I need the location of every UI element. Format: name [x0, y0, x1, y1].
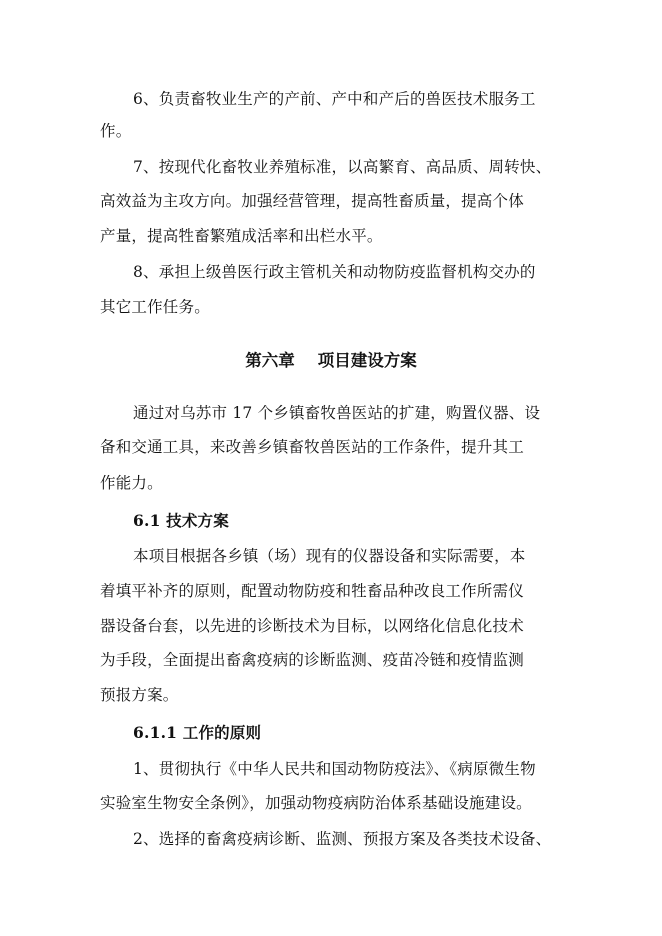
section-6-1-1-heading: 6.1.1 工作的原则	[133, 723, 262, 742]
section-6-1-line5: 预报方案。	[100, 686, 179, 704]
section-6-1-line2: 着填平补齐的原则，配置动物防疫和牲畜品种改良工作所需仪	[100, 582, 524, 600]
section-6-1-line3: 器设备台套，以先进的诊断技术为目标，以网络化信息化技术	[100, 617, 524, 635]
principle1-line1: 1、贯彻执行《中华人民共和国动物防疫法》、《病原微生物	[133, 760, 536, 778]
principle2-line1: 2、选择的畜禽疫病诊断、监测、预报方案及各类技术设备、	[133, 830, 552, 848]
section-6-1-line4: 为手段，全面提出畜禽疫病的诊断监测、疫苗冷链和疫情监测	[100, 651, 524, 669]
section-6-1-line1: 本项目根据各乡镇（场）现有的仪器设备和实际需要，本	[133, 547, 526, 565]
chapter-intro-line2: 备和交通工具，来改善乡镇畜牧兽医站的工作条件，提升其工	[100, 438, 524, 456]
chapter-intro-line1: 通过对乌苏市 17 个乡镇畜牧兽医站的扩建，购置仪器、设	[133, 404, 541, 422]
chapter-title: 第六章 项目建设方案	[245, 351, 417, 370]
item6-line1: 6、负责畜牧业生产的产前、产中和产后的兽医技术服务工	[133, 90, 536, 108]
item8-line1: 8、承担上级兽医行政主管机关和动物防疫监督机构交办的	[133, 263, 536, 281]
item6-line2: 作。	[100, 122, 132, 140]
item8-line2: 其它工作任务。	[100, 298, 210, 316]
principle1-line2: 实验室生物安全条例》，加强动物疫病防治体系基础设施建设。	[100, 794, 532, 812]
item7-line3: 产量，提高牲畜繁殖成活率和出栏水平。	[100, 227, 383, 245]
item7-line1: 7、按现代化畜牧业养殖标准，以高繁育、高品质、周转快、	[133, 158, 552, 176]
chapter-intro-line3: 作能力。	[100, 474, 163, 492]
item7-line2: 高效益为主攻方向。加强经营管理，提高牲畜质量，提高个体	[100, 192, 524, 210]
section-6-1-heading: 6.1 技术方案	[133, 511, 229, 530]
